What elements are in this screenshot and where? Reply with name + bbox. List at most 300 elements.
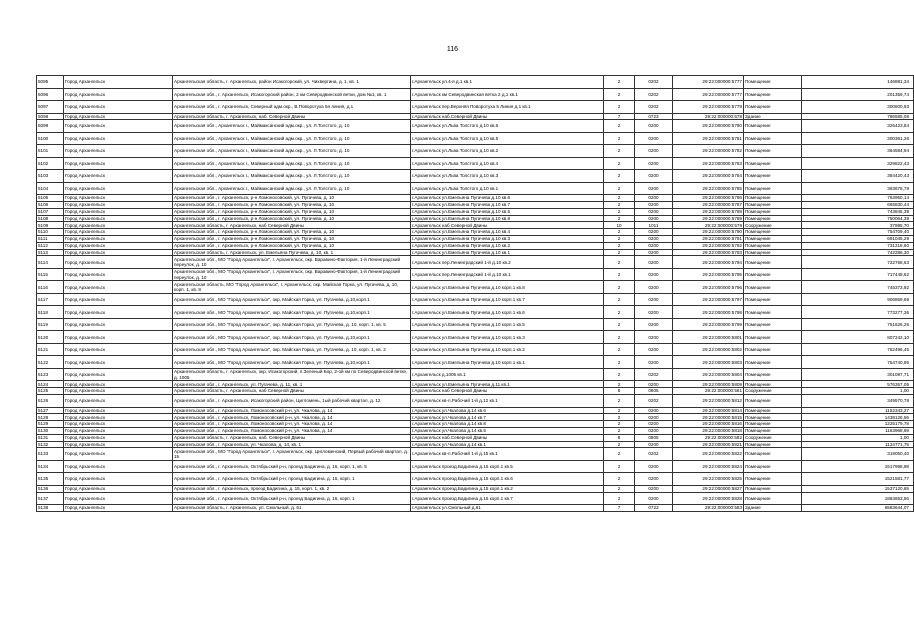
cell-cadastral-value: 1,00 [802, 388, 914, 395]
cell-object-address: г.Архангельск д.1005 кв.1 [411, 368, 604, 381]
cell-object-address: г.Архангельск наб.Северной Двины [411, 434, 604, 441]
cell-cadastral-number: 29:22:000000:579 [673, 222, 744, 229]
cell-cadastral-value: 363678,79 [802, 182, 914, 195]
cell-row-number: 5109 [37, 222, 64, 229]
cell-cadastral-value: 1537120,65 [802, 485, 914, 492]
cell-municipality: Город Архангельск [64, 505, 173, 512]
cell-row-number: 5118 [37, 306, 64, 319]
cell-cadastral-value: 807242,10 [802, 331, 914, 344]
table-row [37, 407, 914, 414]
table-row [37, 343, 914, 356]
cell-type-code: 2 [604, 407, 635, 414]
cell-object-address: г.Архангельск ул.Емельяна Пугачева д.10 кв.5 [411, 208, 604, 215]
cell-object-address: г.Архангельск ул.Емельяна Пугачева д.10 кв.7 [411, 202, 604, 209]
cell-class-code: 0200 [635, 236, 673, 243]
cell-type-code: 10 [604, 222, 635, 229]
cell-row-number: 5100 [37, 132, 64, 145]
cell-type-code: 2 [604, 414, 635, 421]
cell-municipality: Город Архангельск [64, 113, 173, 120]
cell-municipality: Город Архангельск [64, 76, 173, 89]
cell-cadastral-value: 349570,78 [802, 395, 914, 408]
cell-object-address: г.Архангельск ул.Емельяна Пугачева д.10 корп.1 кв.7 [411, 293, 604, 306]
cell-municipality: Город Архангельск [64, 356, 173, 369]
cell-cadastral-number: 29:22:000000:5784 [673, 170, 744, 183]
table-row [37, 88, 914, 101]
cell-cadastral-value: 763950,14 [802, 195, 914, 202]
table-row [37, 256, 914, 269]
cell-municipality: Город Архангельск [64, 157, 173, 170]
cell-object-type: Помещение [744, 421, 802, 428]
cell-type-code: 2 [604, 293, 635, 306]
table-row [37, 208, 914, 215]
cell-class-code: 0200 [635, 215, 673, 222]
cell-object-address: г.Архангельск ул.Емельяна Пугачева д.10 кв.2 [411, 242, 604, 249]
cell-class-code: 0200 [635, 414, 673, 421]
cell-row-number: 5117 [37, 293, 64, 306]
cell-cadastral-number: 29:22:000000:5821 [673, 441, 744, 448]
cell-object-type: Помещение [744, 202, 802, 209]
cell-municipality: Город Архангельск [64, 202, 173, 209]
cell-object-type: Помещение [744, 460, 802, 473]
cell-object-address: г.Архангельск проезд.Бадигина д.15 корп.1 кв.5 [411, 460, 604, 473]
cell-municipality: Город Архангельск [64, 448, 173, 461]
cell-municipality: Город Архангельск [64, 492, 173, 505]
cell-class-code: 1011 [635, 222, 673, 229]
cell-class-code: 0200 [635, 407, 673, 414]
table-row [37, 170, 914, 183]
cell-cadastral-value: 906869,69 [802, 293, 914, 306]
cell-cadastral-value: 1884653,56 [802, 492, 914, 505]
cell-object-address: г.Архангельск ул.Емельяна Пугачева д.10 корп.1 кв.1 [411, 356, 604, 369]
cell-object-type: Помещение [744, 215, 802, 222]
cell-municipality: Город Архангельск [64, 331, 173, 344]
cell-type-code: 2 [604, 485, 635, 492]
cell-object-type: Помещение [744, 473, 802, 486]
table-row [37, 229, 914, 236]
cell-object-address: г.Архангельск ул.Льва Толстого д.10 кв.5 [411, 132, 604, 145]
cell-row-number: 5119 [37, 318, 64, 331]
cell-type-code: 2 [604, 120, 635, 133]
table-row [37, 414, 914, 421]
cell-object-location: Архангельская обл., г. Архангельск, Ломоносовский р-н, ул. Чкалова, д. 14 [173, 414, 411, 421]
table-row [37, 395, 914, 408]
cell-municipality: Город Архангельск [64, 120, 173, 133]
cell-municipality: Город Архангельск [64, 132, 173, 145]
cell-object-address: г.Архангельск пер.Ленинградский 1-й д.10 кв.1 [411, 268, 604, 281]
cell-object-type: Помещение [744, 88, 802, 101]
cell-cadastral-value: 722768,63 [802, 256, 914, 269]
table-row [37, 441, 914, 448]
table-row [37, 434, 914, 441]
cell-row-number: 5102 [37, 157, 64, 170]
cell-row-number: 5127 [37, 407, 64, 414]
cell-object-address: г.Архангельск ул.Емельяна Пугачева д.10 кв.4 [411, 229, 604, 236]
cell-cadastral-number: 29:22:000000:5783 [673, 157, 744, 170]
cell-type-code: 8 [604, 388, 635, 395]
cell-type-code: 8 [604, 434, 635, 441]
cell-object-type: Помещение [744, 101, 802, 114]
cell-class-code: 0200 [635, 256, 673, 269]
cell-object-address: г.Архангельск ул.Емельяна Пугачева д.10 корп.1 кв.3 [411, 331, 604, 344]
cell-cadastral-value: 319050,40 [802, 448, 914, 461]
cell-object-type: Помещение [744, 485, 802, 492]
cell-municipality: Город Архангельск [64, 101, 173, 114]
table-row [37, 485, 914, 492]
cell-cadastral-number: 29:22:000000:5801 [673, 331, 744, 344]
cell-class-code: 0200 [635, 195, 673, 202]
cell-municipality: Город Архангельск [64, 414, 173, 421]
cell-object-address: г.Архангельск проезд.Бадигина д.15 корп.1 кв.2 [411, 485, 604, 492]
cell-object-type: Помещение [744, 132, 802, 145]
cell-type-code: 7 [604, 505, 635, 512]
cell-row-number: 5132 [37, 441, 64, 448]
cell-type-code: 2 [604, 215, 635, 222]
cell-type-code: 2 [604, 145, 635, 158]
cell-object-address: г.Архангельск км Северодвинская ветка 2 д.1 кв.1 [411, 88, 604, 101]
cell-class-code: 0200 [635, 208, 673, 215]
cell-object-location: Архангельская обл., МО "Город Архангельск", окр. Майская Горка, ул. Пугачева, д.10,корп.1 [173, 293, 411, 306]
cell-object-address: г.Архангельск ул.Емельяна Пугачева д.10 корп.1 кв.2 [411, 343, 604, 356]
cell-municipality: Город Архангельск [64, 473, 173, 486]
cell-cadastral-value: 329822,43 [802, 157, 914, 170]
cell-object-type: Помещение [744, 492, 802, 505]
cell-cadastral-number: 29:22:000000:5796 [673, 281, 744, 294]
cell-object-type: Помещение [744, 170, 802, 183]
table-row [37, 388, 914, 395]
cell-cadastral-value: 754709,40 [802, 229, 914, 236]
table-row [37, 157, 914, 170]
cell-row-number: 5108 [37, 215, 64, 222]
cell-row-number: 5095 [37, 76, 64, 89]
cell-municipality: Город Архангельск [64, 268, 173, 281]
cell-object-location: Архангельская обл., МО "Город Архангельск", окр. Майская Горка, ул. Пугачева, д. 10, корп. 1, кв. 2 [173, 343, 411, 356]
cell-type-code: 2 [604, 101, 635, 114]
cell-type-code: 2 [604, 427, 635, 434]
cell-type-code: 2 [604, 157, 635, 170]
cell-row-number: 5115 [37, 268, 64, 281]
cell-object-address: г.Архангельск пер.Верхняя Поворотуха 5 Линия д.1 кв.1 [411, 101, 604, 114]
cell-municipality: Город Архангельск [64, 195, 173, 202]
cell-municipality: Город Архангельск [64, 381, 173, 388]
cell-cadastral-number: 29:22:000000:5809 [673, 381, 744, 388]
cell-cadastral-value: 1163968,69 [802, 427, 914, 434]
cell-cadastral-value: 745373,92 [802, 281, 914, 294]
cell-object-address: г.Архангельск ул.Льва Толстого д.10 кв.1 [411, 182, 604, 195]
cell-object-address: г.Архангельск ул.Емельяна Пугачева д.10 кв.3 [411, 236, 604, 243]
cell-object-location: Архангельская область, МО "Город Архангельск", г. Архангельск, окр. Майская Горка, ул. Пугачева, д. 10, корп. 1, кв. 8 [173, 281, 411, 294]
cell-object-type: Сооружение [744, 388, 802, 395]
cell-class-code: 0202 [635, 76, 673, 89]
cell-object-type: Помещение [744, 229, 802, 236]
cell-object-type: Помещение [744, 318, 802, 331]
table-row [37, 132, 914, 145]
cell-municipality: Город Архангельск [64, 170, 173, 183]
cell-object-type: Помещение [744, 414, 802, 421]
cell-cadastral-number: 29:22:000000:5794 [673, 256, 744, 269]
cell-cadastral-value: 717448,62 [802, 268, 914, 281]
cell-cadastral-number: 29:22:000000:5818 [673, 427, 744, 434]
cell-type-code: 2 [604, 132, 635, 145]
cell-object-address: г.Архангельск наб.Северной Двины [411, 113, 604, 120]
cell-cadastral-number: 29:22:000000:5814 [673, 407, 744, 414]
cell-cadastral-number: 29:22:000000:578 [673, 113, 744, 120]
cell-row-number: 5107 [37, 208, 64, 215]
cell-row-number: 5120 [37, 331, 64, 344]
cell-object-type: Сооружение [744, 222, 802, 229]
cell-object-address: г.Архангельск ул.Льва Толстого д.10 кв.6 [411, 120, 604, 133]
cell-object-type: Помещение [744, 381, 802, 388]
cell-cadastral-number: 29:22:000000:5799 [673, 318, 744, 331]
cell-row-number: 5101 [37, 145, 64, 158]
cell-class-code: 0200 [635, 427, 673, 434]
cell-cadastral-value: 786585,08 [802, 113, 914, 120]
cell-cadastral-value: 37995,70 [802, 222, 914, 229]
cell-class-code: 0200 [635, 381, 673, 388]
cell-type-code: 2 [604, 281, 635, 294]
cell-row-number: 5099 [37, 120, 64, 133]
cell-cadastral-value: 201359,74 [802, 88, 914, 101]
cell-object-location: Архангельская обл., Архангельск г., Маймаксанский адм.окр., ул. Л.Толстого, д. 10 [173, 182, 411, 195]
cell-object-address: г.Архангельск ул.Емельяна Пугачева д.10 корп.1 кв.6 [411, 306, 604, 319]
cell-cadastral-number: 29:22:000000:5815 [673, 414, 744, 421]
cell-object-location: Архангельская обл., г. Архангельск, р-н Ломоносовский, ул. Пугачева, д. 10 [173, 202, 411, 209]
cell-object-location: Архангельская область, г. Архангельск, наб. Северной Двины [173, 434, 411, 441]
table-row [37, 215, 914, 222]
cell-cadastral-value: 762496,45 [802, 343, 914, 356]
cell-object-type: Помещение [744, 242, 802, 249]
cell-cadastral-number: 29:22:000000:5786 [673, 195, 744, 202]
cell-municipality: Город Архангельск [64, 242, 173, 249]
cell-object-address: г.Архангельск ул.Чкалова д.14 кв.8 [411, 421, 604, 428]
cell-object-type: Помещение [744, 182, 802, 195]
cell-object-location: Архангельская область, г. Архангельск, наб Северной Двины [173, 222, 411, 229]
table-row [37, 427, 914, 434]
cell-object-address: г.Архангельск пер.Ленинградский 1-й д.10 кв.2 [411, 256, 604, 269]
cell-object-location: Архангельская обл., Архангельск г., Маймаксанский адм.окр., ул. Л.Толстого, д. 10 [173, 170, 411, 183]
cell-row-number: 5137 [37, 492, 64, 505]
cell-cadastral-number: 29:22:000000:5803 [673, 356, 744, 369]
cell-cadastral-value: 750064,39 [802, 215, 914, 222]
cell-type-code: 2 [604, 441, 635, 448]
cell-cadastral-number: 29:22:000000:5822 [673, 448, 744, 461]
cell-municipality: Город Архангельск [64, 222, 173, 229]
cell-row-number: 5111 [37, 236, 64, 243]
cell-object-location: Архангельская обл., г. Архангельск, р-н Ломоносовский, ул. Пугачева, д. 10 [173, 215, 411, 222]
table-row [37, 460, 914, 473]
cell-object-address: г.Архангельск проезд.Бадигина д.15 корп.1 кв.7 [411, 492, 604, 505]
cell-class-code: 0202 [635, 368, 673, 381]
cell-class-code: 0723 [635, 505, 673, 512]
cell-municipality: Город Архангельск [64, 441, 173, 448]
cell-class-code: 0200 [635, 485, 673, 492]
cell-cadastral-number: 29:22:000000:5793 [673, 249, 744, 256]
cell-object-location: Архангельская обл., г. Архангельск, Октябрьский р-н, проезд Бадигина, д. 15, корп. 1, кв. 5 [173, 460, 411, 473]
cell-object-location: Архангельская обл., г. Архангельск, Ломоносовский р-н, ул. Чкалова, д. 14 [173, 421, 411, 428]
cell-object-address: г.Архангельск ул.Емельяна Пугачева д.10 кв.1 [411, 249, 604, 256]
cell-cadastral-number: 29:22:000000:5824 [673, 460, 744, 473]
cell-object-address: г.Архангельск кв-л.Рабочий 1-й д.12 кв.1 [411, 395, 604, 408]
cell-municipality: Город Архангельск [64, 293, 173, 306]
cell-object-location: Архангельская обл., г. Архангельск, Октябрьский р-н, проезд Бадигина, д. 15, корп. 1 [173, 473, 411, 486]
cell-object-type: Помещение [744, 145, 802, 158]
cell-object-location: Архангельская область, г. Архангельск, район Исакогорский, ул. Чихвергина, д. 1, кв. 1 [173, 76, 411, 89]
table-row [37, 448, 914, 461]
cell-object-address: г.Архангельск ул.Льва Толстого д.10 кв.2 [411, 145, 604, 158]
cell-object-location: Архангельская обл., Архангельск г., Маймаксанский адм.окр., ул. Л.Толстого, д. 10 [173, 145, 411, 158]
cell-class-code: 0200 [635, 318, 673, 331]
cell-object-location: Архангельская обл., г. Архангельск, ул. Чкалова, д. 14, кв. 1 [173, 441, 411, 448]
cell-row-number: 5106 [37, 202, 64, 209]
cell-type-code: 2 [604, 195, 635, 202]
cell-type-code: 2 [604, 395, 635, 408]
cell-type-code: 2 [604, 318, 635, 331]
cell-object-type: Помещение [744, 157, 802, 170]
cell-type-code: 7 [604, 113, 635, 120]
cell-object-location: Архангельская обл., МО "Город Архангельск", окр. Майская Горка, ул. Пугачева, д. 10, корп. 1, кв. 5 [173, 318, 411, 331]
cell-type-code: 2 [604, 368, 635, 381]
cell-row-number: 5135 [37, 473, 64, 486]
cell-object-address: г.Архангельск ул.Чкалова д.14 кв.1 [411, 441, 604, 448]
cell-object-location: Архангельская область, г. Архангельск, наб. Северной Двины [173, 113, 411, 120]
cell-type-code: 2 [604, 208, 635, 215]
cell-object-address: г.Архангельск ул.Емельяна Пугачева д.11 кв.1 [411, 381, 604, 388]
cell-type-code: 2 [604, 448, 635, 461]
cell-cadastral-value: 576357,05 [802, 381, 914, 388]
cell-row-number: 5123 [37, 368, 64, 381]
cell-class-code: 0805 [635, 434, 673, 441]
cell-row-number: 5116 [37, 281, 64, 294]
cell-object-type: Помещение [744, 120, 802, 133]
cell-class-code: 0200 [635, 120, 673, 133]
cell-type-code: 2 [604, 229, 635, 236]
cell-row-number: 5125 [37, 388, 64, 395]
table-row [37, 76, 914, 89]
cell-object-type: Помещение [744, 236, 802, 243]
cell-object-location: Архангельская обл., г. Архангельск, р-н Ломоносовский, ул. Пугачева, д. 10 [173, 195, 411, 202]
cell-row-number: 5114 [37, 256, 64, 269]
cell-class-code: 0200 [635, 268, 673, 281]
cell-cadastral-number: 29:22:000000:5779 [673, 101, 744, 114]
cell-object-location: Архангельская область, г. Архангельск, ул. Емельяна Пугачева, д. 10, кв. 1 [173, 249, 411, 256]
cell-object-type: Помещение [744, 441, 802, 448]
cell-type-code: 2 [604, 236, 635, 243]
cell-object-type: Помещение [744, 407, 802, 414]
cell-type-code: 2 [604, 381, 635, 388]
table-row [37, 318, 914, 331]
table-row [37, 473, 914, 486]
page-number: 116 [446, 46, 459, 53]
table-row [37, 249, 914, 256]
table-row [37, 492, 914, 505]
cell-class-code: 0200 [635, 343, 673, 356]
cell-object-type: Помещение [744, 306, 802, 319]
cell-object-type: Здание [744, 113, 802, 120]
cell-municipality: Город Архангельск [64, 182, 173, 195]
cell-object-address: г.Архангельск ул.Льва Толстого д.10 кв.4 [411, 157, 604, 170]
cell-row-number: 5126 [37, 395, 64, 408]
cell-object-type: Помещение [744, 208, 802, 215]
cell-municipality: Город Архангельск [64, 407, 173, 414]
cell-cadastral-number: 29:22:000000:581 [673, 388, 744, 395]
cell-class-code: 0200 [635, 170, 673, 183]
cell-cadastral-value: 742286,30 [802, 249, 914, 256]
cell-cadastral-value: 300361,26 [802, 132, 914, 145]
cell-row-number: 5134 [37, 460, 64, 473]
cell-object-location: Архангельская обл., г. Архангельск, р-н Ломоносовский, ул. Пугачева, д. 10 [173, 208, 411, 215]
cell-cadastral-value: 6583644,07 [802, 505, 914, 512]
table-row [37, 236, 914, 243]
cell-cadastral-value: 384420,43 [802, 170, 914, 183]
cell-type-code: 2 [604, 331, 635, 344]
table-row [37, 182, 914, 195]
cell-type-code: 2 [604, 343, 635, 356]
cell-row-number: 5104 [37, 182, 64, 195]
cell-object-type: Помещение [744, 195, 802, 202]
cell-object-address: г.Архангельск ул.Чкалова д.14 кв.6 [411, 407, 604, 414]
cell-row-number: 5110 [37, 229, 64, 236]
cell-cadastral-number: 29:22:000000:5788 [673, 208, 744, 215]
table-row [37, 368, 914, 381]
cell-municipality: Город Архангельск [64, 434, 173, 441]
cell-cadastral-value: 754740,95 [802, 356, 914, 369]
cell-class-code: 0200 [635, 281, 673, 294]
cell-municipality: Город Архангельск [64, 427, 173, 434]
cell-cadastral-number: 29:22:000000:582 [673, 434, 744, 441]
cell-municipality: Город Архангельск [64, 256, 173, 269]
cell-row-number: 5103 [37, 170, 64, 183]
cell-object-type: Помещение [744, 249, 802, 256]
cell-cadastral-number: 29:22:000000:5827 [673, 485, 744, 492]
cell-type-code: 2 [604, 306, 635, 319]
cell-municipality: Город Архангельск [64, 460, 173, 473]
cell-object-location: Архангельская обл., МО "Город Архангельск", окр. Майская Горка, ул. Пугачева, д.10,корп.1 [173, 306, 411, 319]
table-row [37, 281, 914, 294]
cell-row-number: 5130 [37, 427, 64, 434]
property-register-table [36, 75, 914, 512]
cell-object-type: Помещение [744, 427, 802, 434]
cell-object-type: Помещение [744, 256, 802, 269]
cell-object-type: Помещение [744, 368, 802, 381]
cell-class-code: 0200 [635, 293, 673, 306]
cell-object-type: Помещение [744, 343, 802, 356]
table-row [37, 195, 914, 202]
cell-municipality: Город Архангельск [64, 388, 173, 395]
cell-row-number: 5128 [37, 414, 64, 421]
table-row [37, 356, 914, 369]
cell-municipality: Город Архангельск [64, 215, 173, 222]
cell-municipality: Город Архангельск [64, 306, 173, 319]
cell-object-address: г.Архангельск ул.Чкалова д.14 кв.7 [411, 414, 604, 421]
cell-object-location: Архангельская область, г. Архангельск, окр. Исакогорский, п.Зеленый Бор, 2-ой км по Северодвинской ветке, д. 1005 [173, 368, 411, 381]
cell-cadastral-value: 1438126,56 [802, 414, 914, 421]
cell-row-number: 5096 [37, 88, 64, 101]
cell-object-type: Помещение [744, 395, 802, 408]
cell-cadastral-value: 146881,34 [802, 76, 914, 89]
cell-object-location: Архангельская обл., г. Архангельск, проезд Бадигина, д. 15, корп. 1, кв. 2 [173, 485, 411, 492]
cell-class-code: 0200 [635, 145, 673, 158]
cell-type-code: 2 [604, 256, 635, 269]
cell-class-code: 0200 [635, 441, 673, 448]
cell-class-code: 0200 [635, 356, 673, 369]
cell-cadastral-number: 29:22:000000:5825 [673, 473, 744, 486]
cell-cadastral-number: 29:22:000000:5804 [673, 368, 744, 381]
cell-cadastral-number: 29:22:000000:5802 [673, 343, 744, 356]
cell-object-location: Архангельская обл., Архангельск г., Маймаксанский адм.окр., ул. Л.Толстого, д. 10 [173, 120, 411, 133]
cell-object-address: г.Архангельск кв-л.Рабочий 1-й д.15 кв.1 [411, 448, 604, 461]
cell-object-type: Помещение [744, 331, 802, 344]
cell-cadastral-value: 691045,29 [802, 236, 914, 243]
cell-class-code: 0200 [635, 331, 673, 344]
